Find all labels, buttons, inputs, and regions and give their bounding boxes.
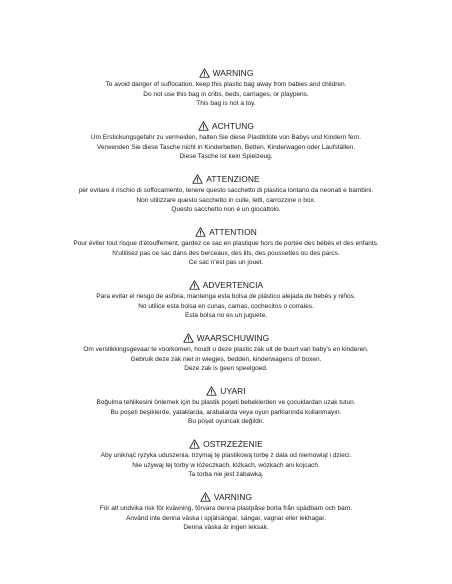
warning-block-turkish [0, 384, 452, 437]
warning-line: This bag is not a toy. [196, 100, 256, 108]
warning-heading [0, 278, 452, 291]
warning-block-german [0, 119, 452, 172]
warning-heading-text: OSTRZEŻENIE [203, 438, 263, 449]
warning-line: Bu poşeti beşiklerde, yataklarda, arabalarda veya oyun parklarında kullanmayın. [110, 408, 342, 416]
warning-line: Questo sacchetto non è un giocattolo. [171, 206, 281, 214]
warning-line: Bu poşet oyuncak değildir. [188, 418, 264, 426]
warning-line: Verwenden Sie diese Tasche nicht in Kinderbetten, Betten, Kinderwagen oder Laufställen. [96, 143, 356, 151]
warning-block-polish [0, 437, 452, 490]
warning-triangle-icon [189, 439, 200, 449]
warning-line: To avoid danger of suffocation, keep this plastic bag away from babies and children. [105, 81, 347, 88]
warning-heading-text: ATTENTION [209, 226, 257, 237]
warning-line: Pour éviter tout risque d'étouffement, gardez ce sac en plastique hors de portée des bébés et des enfants. [73, 240, 379, 247]
warning-block-french [0, 225, 452, 278]
warning-heading [0, 490, 452, 503]
warning-line: För att undvika risk för kvävning, förvara denna plastpåse borta från spädbarn och barn. [99, 505, 353, 512]
warning-block-spanish [0, 278, 452, 331]
warning-triangle-icon [200, 492, 211, 502]
warning-heading-text: UYARI [220, 385, 246, 396]
warning-triangle-icon [206, 386, 217, 396]
warning-triangle-icon [198, 121, 209, 131]
warning-line: Nie używaj tej torby w łóżeczkach, łóżkach, wózkach ani kojcach. [132, 461, 320, 469]
warning-heading-text: VARNING [213, 491, 253, 502]
warning-triangle-icon [195, 227, 206, 237]
warning-line: Använd inte denna väska i spjälsängar, sängar, vagnar eller lekhagar. [126, 514, 326, 522]
warning-line: Denna väska är ingen leksak. [183, 524, 269, 532]
warning-sheet [0, 66, 452, 534]
warning-heading-text: WAARSCHUWING [196, 332, 270, 343]
warning-triangle-icon [192, 174, 203, 184]
warning-line: Deze zak is geen speelgoed. [184, 365, 268, 373]
warning-line: No utilice esta bolsa en cunas, camas, cochecitos o corrales. [138, 302, 314, 310]
warning-heading [0, 172, 452, 185]
warning-line: Boğulma tehlikesini önlemek için bu plastik poşeti bebeklerden ve çocuklardan uzak tutun. [96, 399, 356, 406]
warning-heading-text: WARNING [212, 67, 254, 78]
warning-line: Om verstikkingsgevaar te voorkomen, houdt u deze plastic zak uit de buurt van baby's en kinderen. [83, 346, 369, 353]
warning-block-italian [0, 172, 452, 225]
warning-triangle-icon [183, 333, 194, 343]
warning-heading [0, 119, 452, 132]
warning-heading [0, 384, 452, 397]
warning-line: Um Erstickungsgefahr zu vermeiden, halten Sie diese Plastiktüte von Babys und Kindern fern. [90, 134, 362, 141]
warning-heading [0, 225, 452, 238]
warning-line: per evitare il rischio di soffocamento, tenere questo sacchetto di plastica lontano da neonati e bambini. [78, 187, 374, 194]
warning-heading-text: ACHTUNG [211, 120, 255, 131]
warning-line: N'utilisez pas ce sac dans des berceaux, des lits, des poussettes ou des parcs. [112, 249, 340, 257]
warning-block-dutch [0, 331, 452, 384]
warning-line: Non utilizzare questo sacchetto in culle, letti, carrozzine o box. [136, 196, 316, 204]
warning-line: Ta torba nie jest zabawką. [188, 471, 264, 479]
warning-line: Gebruik deze zak niet in wiegjes, bedden, kinderwagens of boxen. [130, 355, 322, 363]
warning-line: Do not use this bag in cribs, beds, carriages, or playpens. [143, 90, 309, 98]
warning-heading [0, 437, 452, 450]
warning-triangle-icon [189, 280, 200, 290]
warning-line: Para evitar el riesgo de asfixia, mantenga esta bolsa de plástico alejada de bebés y niños. [96, 293, 356, 300]
warning-heading-text: ADVERTENCIA [202, 279, 264, 290]
warning-line: Ce sac n'est pas un jouet. [188, 259, 264, 267]
warning-block-english [0, 66, 452, 119]
warning-line: Aby uniknąć ryzyka uduszenia, trzymaj tę plastikową torbę z dala od niemowląt i dzieci. [100, 452, 352, 459]
warning-heading-text: ATTENZIONE [206, 173, 260, 184]
warning-heading [0, 66, 452, 79]
warning-line: Diese Tasche ist kein Spielzeug. [179, 153, 273, 161]
warning-block-swedish [0, 490, 452, 534]
warning-triangle-icon [199, 68, 210, 78]
warning-line: Esta bolsa no es un juguete. [184, 312, 268, 320]
warning-heading [0, 331, 452, 344]
